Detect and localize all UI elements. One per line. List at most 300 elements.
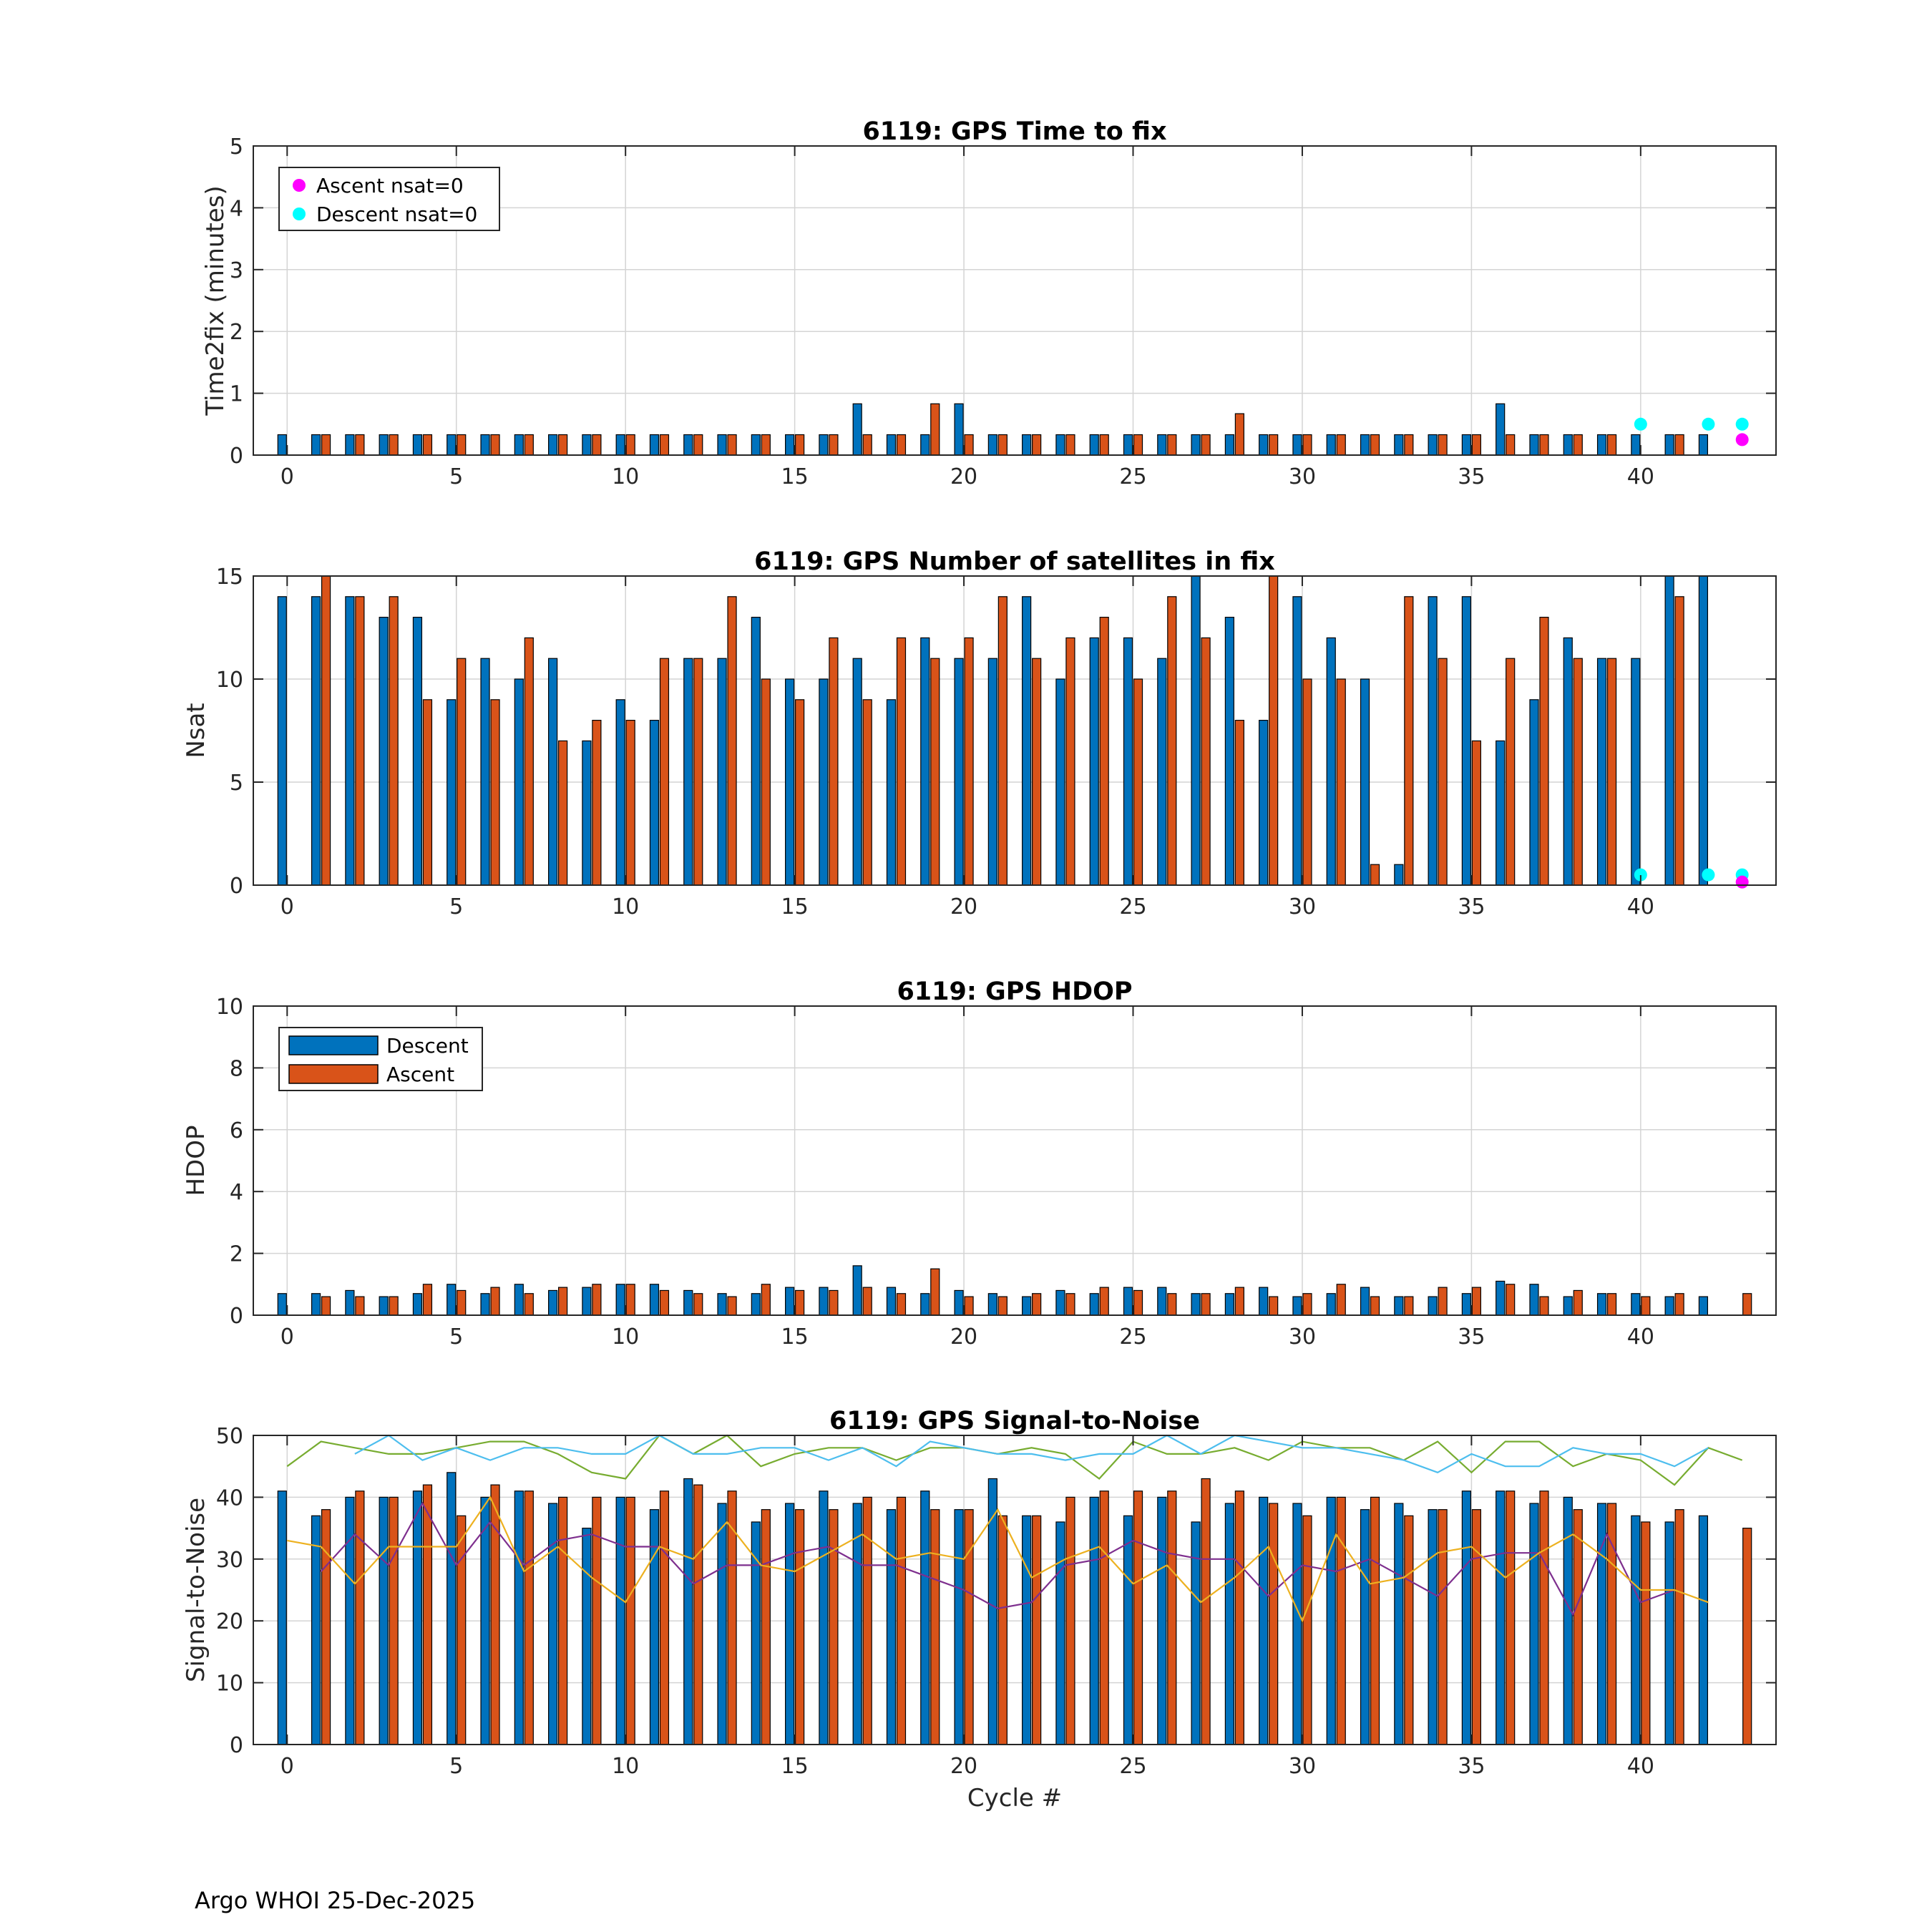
- descent-bar-42: [1699, 576, 1707, 885]
- y-axis-label: Signal-to-Noise: [182, 1497, 210, 1683]
- ascent-bar-1: [322, 1297, 331, 1315]
- descent-bar-7: [514, 679, 523, 885]
- descent-bar-31: [1327, 1294, 1335, 1315]
- descent-bar-40: [1631, 434, 1640, 455]
- ascent-bar-7: [525, 1294, 533, 1315]
- ascent-bar-34: [1438, 1287, 1447, 1315]
- ascent-bar-1: [322, 434, 331, 455]
- descent-bar-2: [346, 1290, 354, 1315]
- ascent-bar-36: [1506, 1284, 1515, 1315]
- descent-bar-34: [1428, 1297, 1437, 1315]
- ascent-bar-26: [1168, 1491, 1176, 1745]
- y-tick-label: 0: [229, 874, 243, 899]
- descent-bar-33: [1395, 1503, 1403, 1745]
- ascent-bar-14: [761, 679, 770, 885]
- x-tick-label: 30: [1288, 1754, 1317, 1779]
- descent-bar-13: [718, 1294, 726, 1315]
- y-tick-label: 2: [229, 320, 243, 346]
- descent-bar-30: [1293, 597, 1302, 885]
- ascent-bar-13: [728, 434, 736, 455]
- legend-swatch: [289, 1036, 378, 1055]
- ascent-bar-12: [694, 1294, 703, 1315]
- descent-bar-20: [955, 1510, 963, 1745]
- descent-bar-21: [988, 1478, 997, 1745]
- descent-bar-37: [1530, 1503, 1538, 1745]
- footer-credit: Argo WHOI 25-Dec-2025: [195, 1887, 476, 1914]
- ascent-bar-10: [626, 721, 635, 885]
- panel-4: [182, 1407, 1776, 1813]
- descent-bar-40: [1631, 658, 1640, 885]
- ascent-bar-15: [796, 1510, 804, 1745]
- x-tick-label: 15: [781, 464, 809, 489]
- descent-bar-22: [1023, 1297, 1031, 1315]
- descent-bar-10: [616, 1284, 625, 1315]
- ascent-bar-31: [1337, 679, 1345, 885]
- ascent-bar-1: [322, 576, 331, 885]
- ascent-bar-17: [863, 1287, 872, 1315]
- ascent-bar-36: [1506, 1491, 1515, 1745]
- descent-bar-18: [887, 434, 895, 455]
- ascent-bar-15: [796, 434, 804, 455]
- descent-bar-30: [1293, 1503, 1302, 1745]
- ascent-bar-21: [998, 597, 1007, 885]
- x-tick-label: 20: [950, 1324, 978, 1350]
- ascent-bar-27: [1201, 1294, 1210, 1315]
- descent-bar-37: [1530, 434, 1538, 455]
- descent-bar-1: [312, 1294, 321, 1315]
- ascent-bar-33: [1405, 434, 1413, 455]
- descent-bar-27: [1191, 576, 1200, 885]
- descent-bar-2: [346, 597, 354, 885]
- ascent-bar-10: [626, 1497, 635, 1745]
- descent-bar-9: [582, 1528, 591, 1745]
- ascent-bar-21: [998, 1516, 1007, 1745]
- ascent-bar-32: [1371, 1297, 1380, 1315]
- y-tick-label: 3: [229, 258, 243, 283]
- nsat0-marker-40: [1634, 418, 1647, 431]
- ascent-bar-23: [1066, 1294, 1075, 1315]
- descent-bar-8: [549, 1503, 557, 1745]
- descent-bar-42: [1699, 1516, 1707, 1745]
- legend: [279, 1028, 482, 1091]
- descent-bar-7: [514, 1491, 523, 1745]
- ascent-bar-5: [457, 1516, 466, 1745]
- descent-bar-2: [346, 1497, 354, 1745]
- descent-bar-39: [1598, 434, 1606, 455]
- ascent-bar-5: [457, 434, 466, 455]
- descent-bar-21: [988, 658, 997, 885]
- descent-bar-16: [819, 1287, 828, 1315]
- descent-bar-3: [379, 1297, 388, 1315]
- descent-bar-3: [379, 434, 388, 455]
- ascent-bar-20: [965, 638, 973, 885]
- ascent-bar-37: [1540, 1297, 1548, 1315]
- descent-bar-6: [481, 434, 489, 455]
- ascent-bar-16: [829, 1510, 838, 1745]
- ascent-bar-2: [356, 434, 364, 455]
- legend-swatch: [289, 1065, 378, 1083]
- x-tick-label: 20: [950, 894, 978, 919]
- descent-bar-1: [312, 1516, 321, 1745]
- descent-bar-8: [549, 1290, 557, 1315]
- descent-bar-41: [1665, 576, 1674, 885]
- ascent-bar-15: [796, 1290, 804, 1315]
- ascent-bar-27: [1201, 638, 1210, 885]
- legend-label: Ascent: [386, 1063, 455, 1086]
- ascent-bar-26: [1168, 1294, 1176, 1315]
- descent-bar-38: [1563, 1297, 1572, 1315]
- descent-bar-41: [1665, 1297, 1674, 1315]
- ascent-bar-23: [1066, 434, 1075, 455]
- ascent-bar-7: [525, 1491, 533, 1745]
- x-tick-label: 20: [950, 1754, 978, 1779]
- ascent-bar-30: [1303, 679, 1312, 885]
- ascent-bar-16: [829, 1290, 838, 1315]
- x-tick-label: 10: [612, 464, 640, 489]
- ascent-bar-25: [1134, 1290, 1143, 1315]
- descent-bar-21: [988, 434, 997, 455]
- ascent-bar-41: [1675, 597, 1684, 885]
- ascent-bar-11: [660, 1290, 668, 1315]
- y-tick-label: 5: [229, 771, 243, 796]
- ascent-bar-38: [1574, 1510, 1582, 1745]
- descent-bar-30: [1293, 1297, 1302, 1315]
- ascent-bar-41: [1675, 1510, 1684, 1745]
- descent-bar-28: [1225, 1503, 1234, 1745]
- descent-bar-28: [1225, 618, 1234, 885]
- descent-bar-4: [413, 618, 421, 885]
- x-tick-label: 10: [612, 894, 640, 919]
- descent-bar-5: [447, 1284, 456, 1315]
- ascent-bar-18: [897, 1497, 905, 1745]
- descent-bar-5: [447, 1473, 456, 1745]
- descent-bar-23: [1056, 1522, 1065, 1745]
- x-tick-label: 10: [612, 1754, 640, 1779]
- y-tick-label: 4: [229, 196, 243, 222]
- descent-bar-40: [1631, 1294, 1640, 1315]
- descent-bar-15: [786, 1503, 794, 1745]
- descent-bar-0: [278, 1491, 286, 1745]
- x-tick-label: 40: [1626, 464, 1654, 489]
- y-axis-label: Nsat: [182, 703, 210, 758]
- y-tick-label: 0: [229, 1304, 243, 1329]
- ascent-bar-19: [931, 658, 940, 885]
- ascent-bar-43: [1743, 1294, 1752, 1315]
- descent-bar-33: [1395, 864, 1403, 885]
- descent-bar-30: [1293, 434, 1302, 455]
- x-tick-label: 5: [449, 464, 464, 489]
- ascent-bar-23: [1066, 1497, 1075, 1745]
- descent-bar-38: [1563, 434, 1572, 455]
- ascent-bar-26: [1168, 597, 1176, 885]
- ascent-bar-22: [1033, 1294, 1041, 1315]
- descent-bar-31: [1327, 434, 1335, 455]
- ascent-bar-12: [694, 434, 703, 455]
- ascent-bar-18: [897, 434, 905, 455]
- descent-bar-15: [786, 1287, 794, 1315]
- y-tick-label: 1: [229, 381, 243, 407]
- ascent-bar-11: [660, 434, 668, 455]
- descent-bar-32: [1361, 1287, 1370, 1315]
- ascent-bar-31: [1337, 434, 1345, 455]
- y-tick-label: 2: [229, 1241, 243, 1267]
- descent-bar-12: [684, 434, 693, 455]
- ascent-bar-14: [761, 1510, 770, 1745]
- ascent-bar-13: [728, 597, 736, 885]
- y-tick-label: 30: [215, 1547, 243, 1573]
- descent-bar-22: [1023, 434, 1031, 455]
- ascent-bar-29: [1269, 1297, 1278, 1315]
- legend-label: Ascent nsat=0: [316, 174, 464, 197]
- descent-bar-17: [853, 404, 862, 455]
- descent-bar-9: [582, 434, 591, 455]
- x-tick-label: 10: [612, 1324, 640, 1350]
- ascent-bar-30: [1303, 434, 1312, 455]
- ascent-bar-22: [1033, 658, 1041, 885]
- descent-bar-11: [650, 1284, 658, 1315]
- descent-bar-27: [1191, 1294, 1200, 1315]
- ascent-bar-11: [660, 658, 668, 885]
- panel-2: [182, 547, 1776, 919]
- ascent-bar-30: [1303, 1516, 1312, 1745]
- ascent-bar-38: [1574, 1290, 1582, 1315]
- descent-bar-18: [887, 1287, 895, 1315]
- ascent-bar-8: [559, 1287, 567, 1315]
- descent-bar-6: [481, 658, 489, 885]
- descent-bar-3: [379, 1497, 388, 1745]
- ascent-bar-20: [965, 434, 973, 455]
- ascent-bar-18: [897, 638, 905, 885]
- descent-bar-14: [751, 1294, 760, 1315]
- ascent-bar-4: [423, 1284, 431, 1315]
- descent-bar-13: [718, 658, 726, 885]
- legend-label: Descent: [386, 1034, 469, 1058]
- descent-bar-4: [413, 1491, 421, 1745]
- descent-bar-0: [278, 1294, 286, 1315]
- ascent-bar-17: [863, 700, 872, 885]
- ascent-bar-31: [1337, 1284, 1345, 1315]
- ascent-bar-16: [829, 434, 838, 455]
- descent-bar-41: [1665, 434, 1674, 455]
- ascent-bar-17: [863, 434, 872, 455]
- x-tick-label: 0: [280, 1754, 294, 1779]
- ascent-bar-20: [965, 1510, 973, 1745]
- y-tick-label: 4: [229, 1180, 243, 1206]
- descent-bar-10: [616, 700, 625, 885]
- descent-bar-0: [278, 434, 286, 455]
- descent-bar-10: [616, 434, 625, 455]
- ascent-bar-2: [356, 1297, 364, 1315]
- ascent-bar-24: [1100, 618, 1108, 885]
- x-tick-label: 35: [1458, 1324, 1485, 1350]
- ascent-bar-4: [423, 700, 431, 885]
- x-tick-label: 40: [1626, 1754, 1654, 1779]
- descent-bar-19: [921, 638, 930, 885]
- descent-bar-20: [955, 658, 963, 885]
- ascent-bar-32: [1371, 1497, 1380, 1745]
- ascent-bar-37: [1540, 618, 1548, 885]
- ascent-bar-33: [1405, 1516, 1413, 1745]
- descent-bar-23: [1056, 434, 1065, 455]
- ascent-bar-6: [491, 1287, 499, 1315]
- x-tick-label: 30: [1288, 1324, 1317, 1350]
- y-tick-label: 0: [229, 1733, 243, 1758]
- ascent-bar-27: [1201, 1478, 1210, 1745]
- y-tick-label: 20: [215, 1609, 243, 1635]
- x-tick-label: 15: [781, 1324, 809, 1350]
- descent-bar-10: [616, 1497, 625, 1745]
- descent-bar-11: [650, 434, 658, 455]
- descent-bar-7: [514, 434, 523, 455]
- descent-bar-29: [1259, 1497, 1268, 1745]
- descent-bar-28: [1225, 434, 1234, 455]
- descent-bar-24: [1090, 1294, 1098, 1315]
- ascent-bar-37: [1540, 1491, 1548, 1745]
- descent-bar-15: [786, 679, 794, 885]
- ascent-bar-21: [998, 434, 1007, 455]
- ascent-bar-3: [389, 1497, 398, 1745]
- descent-bar-25: [1124, 1516, 1133, 1745]
- descent-bar-32: [1361, 434, 1370, 455]
- ascent-bar-40: [1641, 1522, 1650, 1745]
- ascent-bar-36: [1506, 658, 1515, 885]
- ascent-bar-6: [491, 700, 499, 885]
- ascent-bar-12: [694, 658, 703, 885]
- ascent-bar-22: [1033, 1516, 1041, 1745]
- ascent-bar-10: [626, 1284, 635, 1315]
- descent-bar-34: [1428, 1510, 1437, 1745]
- ascent-bar-35: [1472, 434, 1480, 455]
- x-tick-label: 30: [1288, 464, 1317, 489]
- descent-bar-12: [684, 1478, 693, 1745]
- ascent-bar-29: [1269, 1503, 1278, 1745]
- ascent-bar-20: [965, 1297, 973, 1315]
- descent-bar-1: [312, 434, 321, 455]
- descent-bar-42: [1699, 1297, 1707, 1315]
- x-tick-label: 15: [781, 894, 809, 919]
- y-tick-label: 10: [215, 668, 243, 693]
- descent-bar-26: [1158, 658, 1166, 885]
- ascent-bar-24: [1100, 434, 1108, 455]
- ascent-bar-36: [1506, 434, 1515, 455]
- descent-bar-22: [1023, 597, 1031, 885]
- ascent-bar-1: [322, 1510, 331, 1745]
- ascent-bar-2: [356, 1491, 364, 1745]
- descent-bar-35: [1462, 434, 1470, 455]
- descent-bar-19: [921, 434, 930, 455]
- ascent-bar-10: [626, 434, 635, 455]
- ascent-bar-35: [1472, 741, 1480, 885]
- descent-bar-4: [413, 434, 421, 455]
- panel-1: [201, 117, 1776, 489]
- ascent-bar-4: [423, 1485, 431, 1745]
- ascent-bar-30: [1303, 1294, 1312, 1315]
- descent-bar-5: [447, 434, 456, 455]
- descent-bar-27: [1191, 434, 1200, 455]
- descent-bar-36: [1496, 1281, 1505, 1315]
- descent-bar-14: [751, 434, 760, 455]
- legend-marker: [293, 179, 306, 192]
- ascent-bar-35: [1472, 1287, 1480, 1315]
- nsat0-marker-43: [1736, 876, 1749, 889]
- descent-bar-27: [1191, 1522, 1200, 1745]
- y-tick-label: 50: [215, 1424, 243, 1449]
- ascent-bar-19: [931, 1269, 940, 1315]
- descent-bar-42: [1699, 434, 1707, 455]
- y-tick-label: 40: [215, 1485, 243, 1511]
- ascent-bar-43: [1743, 1528, 1752, 1745]
- y-tick-label: 15: [215, 565, 243, 590]
- descent-bar-37: [1530, 700, 1538, 885]
- ascent-bar-28: [1235, 414, 1244, 455]
- legend: [279, 167, 499, 230]
- descent-bar-24: [1090, 1497, 1098, 1745]
- descent-bar-22: [1023, 1516, 1031, 1745]
- x-tick-label: 0: [280, 464, 294, 489]
- descent-bar-6: [481, 1497, 489, 1745]
- ascent-bar-29: [1269, 434, 1278, 455]
- ascent-bar-5: [457, 1290, 466, 1315]
- descent-bar-16: [819, 434, 828, 455]
- y-tick-label: 10: [215, 1671, 243, 1697]
- ascent-bar-3: [389, 1297, 398, 1315]
- ascent-bar-38: [1574, 434, 1582, 455]
- ascent-bar-33: [1405, 597, 1413, 885]
- descent-bar-13: [718, 1503, 726, 1745]
- descent-bar-39: [1598, 1294, 1606, 1315]
- descent-bar-36: [1496, 1491, 1505, 1745]
- ascent-bar-12: [694, 1485, 703, 1745]
- x-tick-label: 5: [449, 1324, 464, 1350]
- x-tick-label: 5: [449, 894, 464, 919]
- ascent-bar-25: [1134, 1491, 1143, 1745]
- ascent-bar-6: [491, 434, 499, 455]
- descent-bar-32: [1361, 679, 1370, 885]
- descent-bar-31: [1327, 638, 1335, 885]
- ascent-bar-39: [1608, 434, 1616, 455]
- y-axis-label: Time2fix (minutes): [201, 185, 230, 416]
- chart-title: 6119: GPS Time to fix: [862, 117, 1167, 146]
- chart-title: 6119: GPS Number of satellites in fix: [754, 547, 1275, 576]
- ascent-bar-39: [1608, 1294, 1616, 1315]
- ascent-bar-4: [423, 434, 431, 455]
- descent-bar-12: [684, 1290, 693, 1315]
- descent-bar-23: [1056, 679, 1065, 885]
- x-axis-label: Cycle #: [967, 1784, 1063, 1813]
- descent-bar-29: [1259, 721, 1268, 885]
- descent-bar-26: [1158, 1287, 1166, 1315]
- ascent-bar-7: [525, 638, 533, 885]
- descent-bar-9: [582, 741, 591, 885]
- ascent-bar-8: [559, 741, 567, 885]
- descent-bar-36: [1496, 741, 1505, 885]
- ascent-bar-2: [356, 597, 364, 885]
- descent-bar-34: [1428, 597, 1437, 885]
- ascent-bar-23: [1066, 638, 1075, 885]
- x-tick-label: 15: [781, 1754, 809, 1779]
- descent-bar-20: [955, 1290, 963, 1315]
- descent-bar-29: [1259, 434, 1268, 455]
- descent-bar-20: [955, 404, 963, 455]
- ascent-bar-9: [592, 434, 601, 455]
- descent-bar-7: [514, 1284, 523, 1315]
- x-tick-label: 0: [280, 1324, 294, 1350]
- descent-bar-34: [1428, 434, 1437, 455]
- x-tick-label: 40: [1626, 1324, 1654, 1350]
- ascent-bar-28: [1235, 1287, 1244, 1315]
- ascent-bar-19: [931, 1510, 940, 1745]
- descent-bar-21: [988, 1294, 997, 1315]
